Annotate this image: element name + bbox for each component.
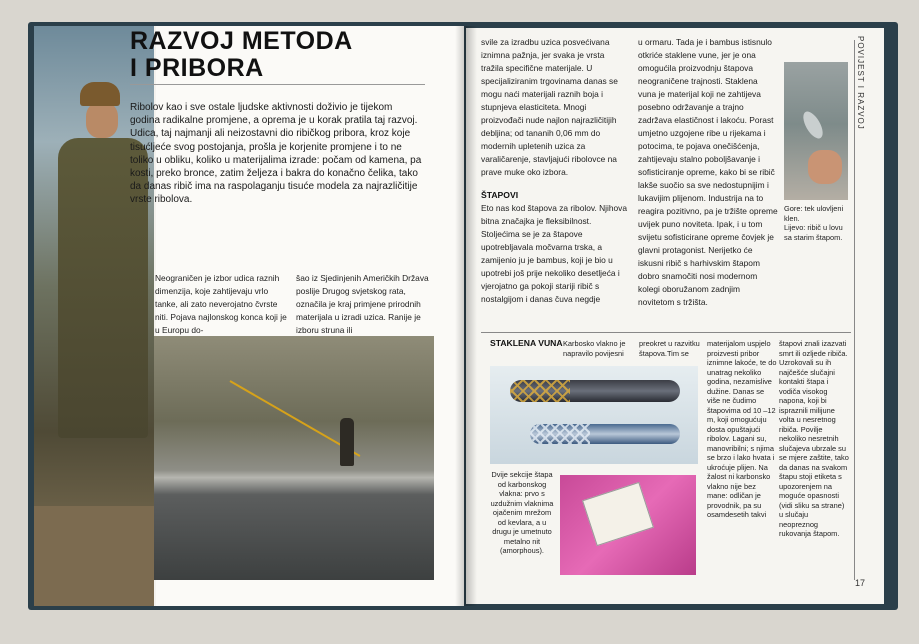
lake-fishing-photo bbox=[154, 336, 434, 580]
sv-column-4: štapovi znali izazvati smrt ili ozljede ribiča. Uzrokovali su ih najčešće slučajni kontakti štapa i vodiča visokog napona, koji bi ispraznili milijune volta u nesretnog ribiča. Povilje nekoliko nesretnih slučajeva ubrzale su se mjere zaštite, tako da danas na svakom štapu stoji etiketa s upozorenjem na moguće opasnosti (vidi sliku sa strane) u slučaju neopreznog rukovanja štapom. bbox=[779, 339, 849, 538]
right-column-2: u ormaru. Tada je i bambus istisnulo otkriće staklene vune, jer je ona omogućila proizvodnju štapova neograničene trajnosti. Staklena vuna je materijal koji ne zahtijeva posebno održavanje a trajno zadržava elastičnost i lakoću. Porast umjetno uzgojene ribe u rijekama i potocima, te pojava onečišćenja, zahtijevaju stalno poboljšavanje i sofisticiranje opreme, kako bi se ribič lakše suočio sa sve nedostupnijim i lukavijim plijenom. Industrija na to reagira pozitivno, pa je tržište opreme uvijek puno noviteta. Ipak, i u tom svijetu sofisticirane opreme čovjek je glavni protagonist. Nerijetko će iskusni ribič s harhivskim štapom dobro snamočiti nosi modernom kolegi oboružanom zadnjim novitetom s tržišta. bbox=[638, 37, 778, 307]
section-divider bbox=[481, 332, 851, 333]
right-vertical-rule bbox=[854, 40, 855, 580]
section-label: POVIJEST I RAZVOJ bbox=[856, 36, 865, 130]
rod-caption: Dvije sekcije štapa od karbonskog vlakna: prvo s uzdužnim vlaknima ojačenim mrežom od kevlara, a u drugu je umetnuto metalno nit (amorphous). bbox=[490, 470, 554, 555]
sv-column-3: materijalom uspjelo proizvesti pribor iznimne lakoće, te do unatrag nekoliko godina, nezamislive dužine. Danas se više ne čudimo štapovima od 10 –12 m, koji omogućuju dosta opuštajući ribolov. Lagani su, manovribilni; s njima se brzo i lako hvata i ukroćuje plijen. Na žalost ni karbonsko vlakno nije bez mane: odličan je provodnik, pa su osamdesetih takvi bbox=[707, 339, 777, 519]
metal-mesh bbox=[530, 424, 590, 444]
left-column-1: Neograničen je izbor udica raznih dimenzija, koje zahtijevaju vrlo tanke, ali zato neverojatno čvrste niti. Pojava najlonskog konca koji je u Europu do- bbox=[155, 273, 287, 335]
hand bbox=[808, 150, 842, 184]
intro-paragraph: Ribolov kao i sve ostale ljudske aktivnosti doživio je tijekom godina radikalne promjene, a oprema je u korak pratila taj razvoj. Udica, taj najmanji ali neizostavni dio ribičkog pribora, kroz koje tisućljeće svog postojanja, prošla je korjenite promjene i to ne toliko u obliku, koliko u materijalima izrade: počam od kamena, pa kosti, preko bronce, zatim željeza i bakra do konačno čelika, tako da danas ribič ima na raspolaganju tisuće modela za najrazličitije vrste ribolova. bbox=[130, 102, 422, 206]
chapter-title bbox=[130, 28, 430, 82]
section-sidebar bbox=[856, 36, 870, 136]
angler-figure bbox=[340, 418, 354, 466]
angler-hat bbox=[80, 82, 120, 106]
book-gutter bbox=[455, 26, 477, 606]
photo-caption: Gore: tek ulovljeni klen. Lijevo: ribič u lovu sa starim štapom. bbox=[784, 204, 844, 242]
title-divider bbox=[130, 84, 425, 85]
right-column-1-stapovi: Eto nas kod štapova za ribolov. Njihova bitna značajka je fleksibilnost. Stoljećima se je za štapove upotrebljavala močvarna trska, a zamijenio ju je bambus, koji je bio u upotrebi još prije nekoliko desetljeća i vjerojatno ga pokoji stariji ribič s nostalgijom i danas čuva negdje bbox=[481, 203, 628, 304]
heading-stapovi: ŠTAPOVI bbox=[481, 190, 519, 200]
right-column-1 bbox=[481, 36, 629, 306]
kevlar-mesh bbox=[510, 380, 570, 402]
angler-face bbox=[86, 102, 118, 138]
heading-staklena-vuna: STAKLENA VUNA bbox=[490, 338, 563, 348]
title-line-1: RAZVOJ METODA bbox=[130, 27, 353, 55]
sv-column-1: Karbosko vlakno je napravilo povijesni bbox=[563, 339, 626, 358]
rock bbox=[34, 506, 154, 606]
page-number: 17 bbox=[855, 578, 866, 588]
left-column-2: šao iz Sjedinjenih Američkih Država poslije Drugog svjetskog rata, označila je kraj primjene prirodnih materijala u izradi uzica. Ranije je izboru struna ili bbox=[296, 273, 429, 335]
title-line-2: I PRIBORA bbox=[130, 54, 264, 82]
right-column-1-text: svile za izradbu uzica posvećivana iznimna pažnja, jer svaka je vrsta tražila specifične materijale. U specijaliziranim trgovinama danas se mogu naći materijali raznih boja i stupnjeva elasticiteta. Mnogi proizvođači nude najlon najrazličitijih debljina; od tananih 0,06 mm do modernih upletenih uzica za varaličarenje, stavljajući ribolovce na prave muke oko izbora. bbox=[481, 37, 618, 177]
sv-column-2: preokret u razvitku štapova.Tim se bbox=[639, 339, 700, 358]
